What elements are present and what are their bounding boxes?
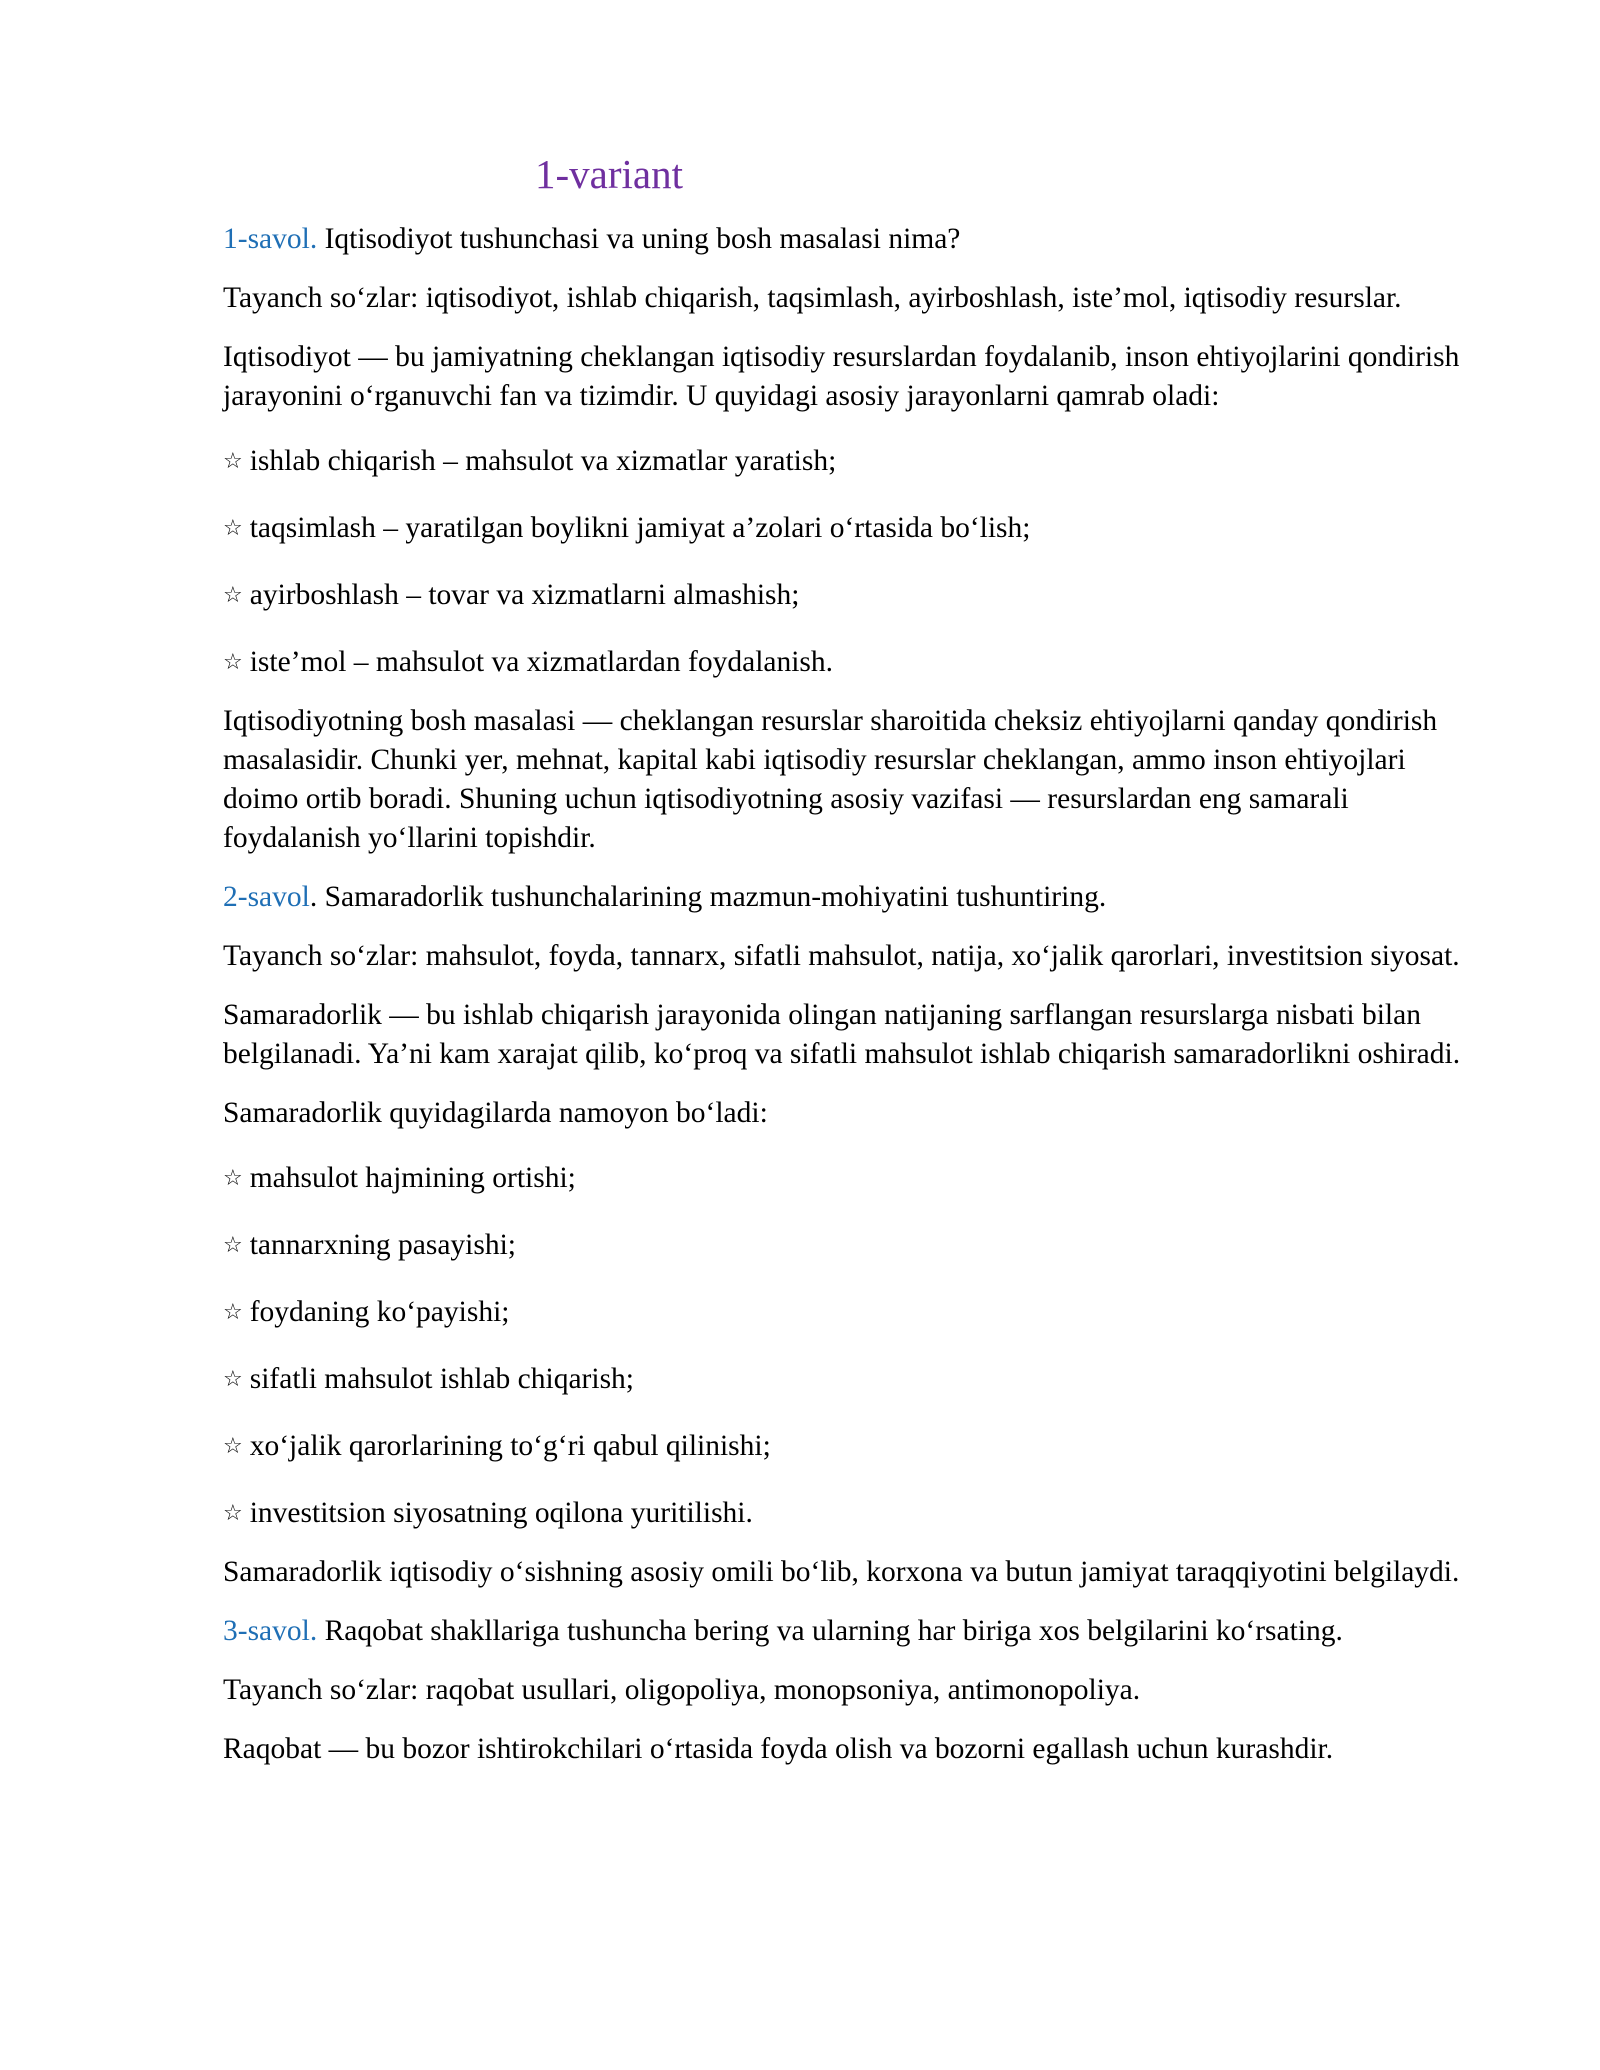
list-item-text: tannarxning pasayishi; xyxy=(249,1229,516,1261)
question-2-heading xyxy=(223,878,1485,917)
list-item xyxy=(223,442,1485,481)
list-item-text: investitsion siyosatning oqilona yuritilishi. xyxy=(249,1497,753,1529)
list-item xyxy=(223,643,1485,682)
star-icon: ☆ xyxy=(223,1233,243,1258)
list-item-text: iste’mol – mahsulot va xizmatlardan foydalanish. xyxy=(249,646,834,678)
list-item-text: mahsulot hajmining ortishi; xyxy=(249,1162,576,1194)
star-icon: ☆ xyxy=(223,1434,243,1459)
question-2-keywords: Tayanch so‘zlar: mahsulot, foyda, tannarx, sifatli mahsulot, natija, xo‘jalik qarorlari, investitsion siyosat. xyxy=(223,940,1460,972)
question-2-conclusion: Samaradorlik iqtisodiy o‘sishning asosiy omili bo‘lib, korxona va butun jamiyat taraqqiyotini belgilaydi. xyxy=(223,1556,1460,1588)
question-2-intro: Samaradorlik quyidagilarda namoyon bo‘ladi: xyxy=(223,1097,768,1129)
question-3-heading xyxy=(223,1612,1485,1651)
star-icon: ☆ xyxy=(223,1367,243,1392)
question-3-label: 3-savol. xyxy=(223,1615,318,1647)
question-3-definition: Raqobat — bu bozor ishtirokchilari o‘rtasida foyda olish va bozorni egallash uchun kurashdir. xyxy=(223,1733,1334,1765)
star-icon: ☆ xyxy=(223,650,243,675)
list-item xyxy=(223,1293,1485,1332)
list-item xyxy=(223,1360,1485,1399)
star-icon: ☆ xyxy=(223,1166,243,1191)
list-item xyxy=(223,509,1485,548)
list-item xyxy=(223,576,1485,615)
list-item-text: ayirboshlash – tovar va xizmatlarni almashish; xyxy=(249,579,800,611)
document-body xyxy=(223,150,1485,1789)
question-2-definition: Samaradorlik — bu ishlab chiqarish jarayonida olingan natijaning sarflangan resurslarga nisbati bilan belgilanadi. Ya’ni kam xarajat qilib, ko‘proq va sifatli mahsulot ishlab chiqarish samaradorlikni oshiradi. xyxy=(223,999,1461,1070)
question-3-text: Raqobat shakllariga tushuncha bering va ularning har biriga xos belgilarini ko‘rsating. xyxy=(317,1615,1343,1647)
question-1-heading xyxy=(223,220,1485,259)
question-2-text: . Samaradorlik tushunchalarining mazmun-mohiyatini tushuntiring. xyxy=(309,881,1107,913)
question-1-keywords: Tayanch so‘zlar: iqtisodiyot, ishlab chiqarish, taqsimlash, ayirboshlash, iste’mol, iqtisodiy resurslar. xyxy=(223,282,1402,314)
star-icon: ☆ xyxy=(223,583,243,608)
question-1-text: Iqtisodiyot tushunchasi va uning bosh masalasi nima? xyxy=(317,223,961,255)
star-icon: ☆ xyxy=(223,1501,243,1526)
list-item-text: foydaning ko‘payishi; xyxy=(249,1296,510,1328)
list-item xyxy=(223,1494,1485,1533)
star-icon: ☆ xyxy=(223,449,243,474)
question-3-keywords: Tayanch so‘zlar: raqobat usullari, oligopoliya, monopsoniya, antimonopoliya. xyxy=(223,1674,1141,1706)
star-icon: ☆ xyxy=(223,1300,243,1325)
question-1-definition: Iqtisodiyot — bu jamiyatning cheklangan iqtisodiy resurslardan foydalanib, inson ehtiyojlarini qondirish jarayonini o‘rganuvchi fan va tizimdir. U quyidagi asosiy jarayonlarni qamrab oladi: xyxy=(223,341,1460,412)
list-item-text: taqsimlash – yaratilgan boylikni jamiyat a’zolari o‘rtasida bo‘lish; xyxy=(249,512,1031,544)
question-2-bullet-list xyxy=(223,1159,1485,1533)
list-item xyxy=(223,1427,1485,1466)
question-2-label: 2-savol xyxy=(223,881,310,913)
list-item xyxy=(223,1226,1485,1265)
list-item xyxy=(223,1159,1485,1198)
question-1-bullet-list xyxy=(223,442,1485,682)
list-item-text: sifatli mahsulot ishlab chiqarish; xyxy=(249,1363,634,1395)
question-1-label: 1-savol. xyxy=(223,223,318,255)
document-title: 1-variant xyxy=(535,151,683,197)
list-item-text: ishlab chiqarish – mahsulot va xizmatlar yaratish; xyxy=(249,445,837,477)
list-item-text: xo‘jalik qarorlarining to‘g‘ri qabul qilinishi; xyxy=(249,1430,771,1462)
question-1-conclusion: Iqtisodiyotning bosh masalasi — cheklangan resurslar sharoitida cheksiz ehtiyojlarni qanday qondirish masalasidir. Chunki yer, mehnat, kapital kabi iqtisodiy resurslar cheklangan, ammo inson ehtiyojlari doimo ortib boradi. Shuning uchun iqtisodiyotning asosiy vazifasi — resurslardan eng samarali foydalanish yo‘llarini topishdir. xyxy=(223,705,1438,854)
star-icon: ☆ xyxy=(223,516,243,541)
